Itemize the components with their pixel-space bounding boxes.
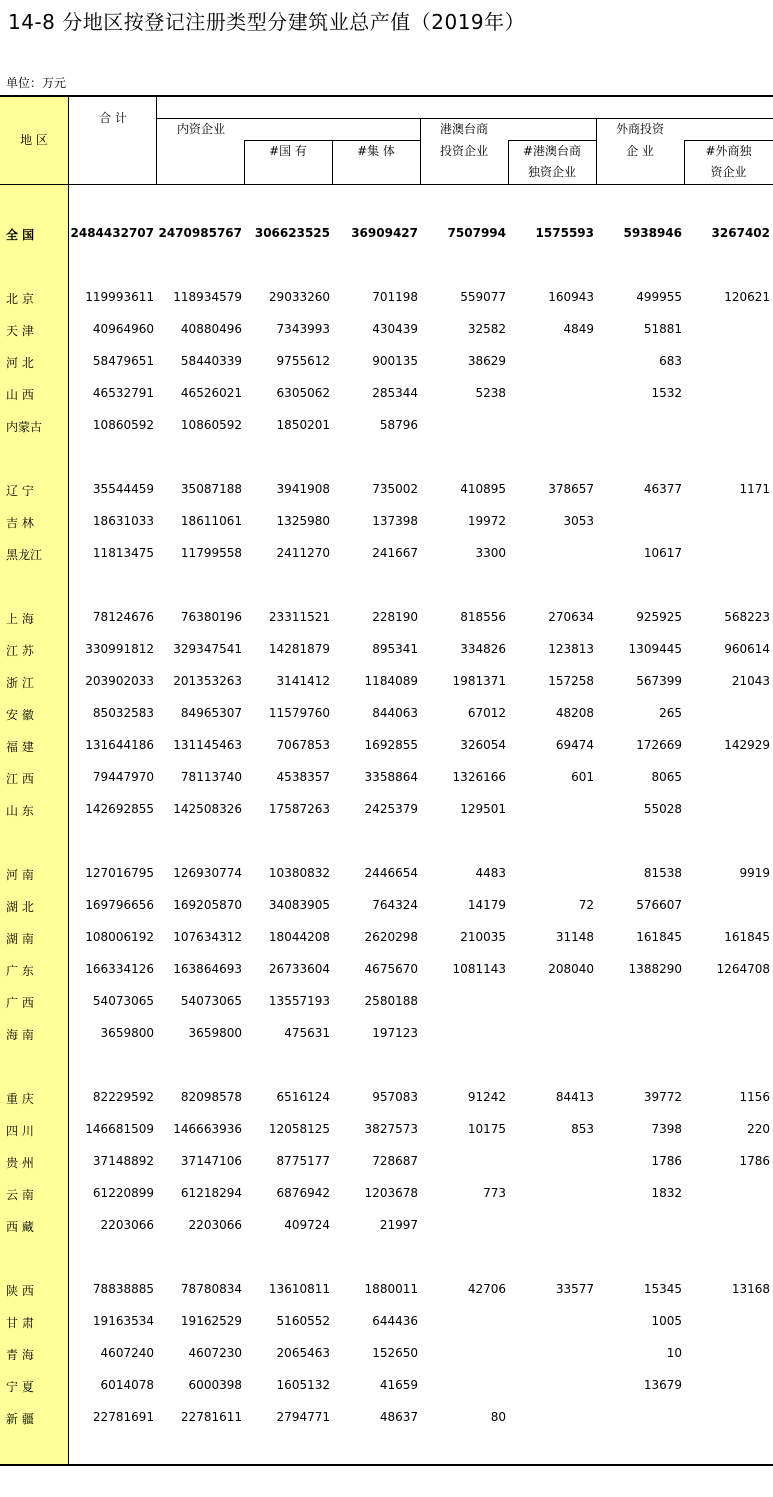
table-row — [0, 638, 773, 662]
header-total: 合 计 — [99, 111, 127, 125]
table-row — [0, 1214, 773, 1238]
cell-domestic: 22781611 — [180, 1410, 242, 1424]
cell-hmt-sole: 3053 — [563, 514, 594, 528]
cell-collective: 21997 — [379, 1218, 418, 1232]
cell-total: 40964960 — [92, 322, 154, 336]
cell-hmt-sole: 378657 — [548, 482, 594, 496]
cell-total: 79447970 — [92, 770, 154, 784]
page-title: 14-8 分地区按登记注册类型分建筑业总产值（2019年） — [8, 10, 526, 34]
cell-total: 2484432707 — [70, 226, 154, 240]
region-name: 河 南 — [6, 868, 34, 882]
cell-total: 131644186 — [85, 738, 154, 752]
region-name: 安 徽 — [6, 708, 34, 722]
cell-hmt-sole: 157258 — [548, 674, 594, 688]
cell-total: 22781691 — [92, 1410, 154, 1424]
region-name: 全 国 — [6, 228, 35, 242]
table-row — [0, 1118, 773, 1142]
cell-hmt: 42706 — [467, 1282, 506, 1296]
cell-foreign-sole: 161845 — [724, 930, 770, 944]
cell-total: 54073065 — [92, 994, 154, 1008]
region-name: 四 川 — [6, 1124, 34, 1138]
cell-foreign: 161845 — [636, 930, 682, 944]
cell-foreign: 265 — [659, 706, 682, 720]
table-row — [0, 1086, 773, 1110]
cell-state: 29033260 — [268, 290, 330, 304]
cell-state: 6516124 — [276, 1090, 330, 1104]
cell-total: 119993611 — [85, 290, 154, 304]
cell-foreign-sole: 21043 — [731, 674, 770, 688]
cell-collective: 844063 — [372, 706, 418, 720]
cell-foreign: 172669 — [636, 738, 682, 752]
header-collective: #集 体 — [357, 144, 395, 158]
cell-hmt: 129501 — [460, 802, 506, 816]
cell-state: 5160552 — [276, 1314, 330, 1328]
cell-foreign-sole: 1171 — [739, 482, 770, 496]
cell-domestic: 82098578 — [180, 1090, 242, 1104]
cell-domestic: 118934579 — [173, 290, 242, 304]
cell-hmt-sole: 1575593 — [535, 226, 594, 240]
table-row — [0, 1182, 773, 1206]
cell-collective: 152650 — [372, 1346, 418, 1360]
table-row — [0, 318, 773, 342]
cell-foreign: 1786 — [651, 1154, 682, 1168]
cell-domestic: 18611061 — [180, 514, 242, 528]
cell-state: 1605132 — [276, 1378, 330, 1392]
cell-foreign-sole: 9919 — [739, 866, 770, 880]
cell-foreign-sole: 1786 — [739, 1154, 770, 1168]
cell-foreign-sole: 142929 — [724, 738, 770, 752]
cell-foreign-sole: 1156 — [739, 1090, 770, 1104]
cell-domestic: 78113740 — [180, 770, 242, 784]
table-row — [0, 1310, 773, 1334]
cell-state: 23311521 — [268, 610, 330, 624]
cell-hmt: 38629 — [467, 354, 506, 368]
cell-total: 46532791 — [92, 386, 154, 400]
cell-total: 127016795 — [85, 866, 154, 880]
table-row — [0, 926, 773, 950]
region-name: 湖 北 — [6, 900, 34, 914]
cell-state: 14281879 — [268, 642, 330, 656]
cell-total: 35544459 — [92, 482, 154, 496]
cell-total: 61220899 — [92, 1186, 154, 1200]
cell-domestic: 10860592 — [180, 418, 242, 432]
cell-total: 78124676 — [92, 610, 154, 624]
table-row — [0, 798, 773, 822]
cell-state: 475631 — [284, 1026, 330, 1040]
cell-foreign: 8065 — [651, 770, 682, 784]
header-region: 地 区 — [20, 133, 48, 147]
table-row — [0, 1342, 773, 1366]
cell-hmt: 1081143 — [452, 962, 506, 976]
table-row — [0, 862, 773, 886]
cell-foreign: 683 — [659, 354, 682, 368]
cell-state: 10380832 — [268, 866, 330, 880]
cell-state: 2065463 — [276, 1346, 330, 1360]
cell-domestic: 84965307 — [180, 706, 242, 720]
cell-hmt: 773 — [483, 1186, 506, 1200]
cell-foreign: 576607 — [636, 898, 682, 912]
cell-domestic: 3659800 — [188, 1026, 242, 1040]
table-row — [0, 734, 773, 758]
table-row — [0, 478, 773, 502]
cell-foreign: 5938946 — [623, 226, 682, 240]
cell-total: 58479651 — [92, 354, 154, 368]
table-row — [0, 510, 773, 534]
table-row — [0, 1150, 773, 1174]
region-name: 黑龙江 — [6, 548, 43, 562]
cell-total: 10860592 — [92, 418, 154, 432]
cell-foreign: 499955 — [636, 290, 682, 304]
cell-foreign: 15345 — [643, 1282, 682, 1296]
cell-collective: 957083 — [372, 1090, 418, 1104]
region-name: 云 南 — [6, 1188, 34, 1202]
cell-state: 7067853 — [276, 738, 330, 752]
cell-collective: 137398 — [372, 514, 418, 528]
cell-hmt: 559077 — [460, 290, 506, 304]
cell-state: 409724 — [284, 1218, 330, 1232]
cell-total: 85032583 — [92, 706, 154, 720]
region-name: 河 北 — [6, 356, 34, 370]
cell-foreign: 10 — [666, 1346, 682, 1360]
region-name: 重 庆 — [6, 1092, 34, 1106]
cell-collective: 2580188 — [364, 994, 418, 1008]
cell-state: 34083905 — [268, 898, 330, 912]
region-name: 陕 西 — [6, 1284, 34, 1298]
region-name: 新 疆 — [6, 1412, 34, 1426]
cell-foreign: 81538 — [643, 866, 682, 880]
cell-collective: 2620298 — [364, 930, 418, 944]
region-name: 吉 林 — [6, 516, 34, 530]
cell-collective: 3358864 — [364, 770, 418, 784]
cell-hmt: 1981371 — [452, 674, 506, 688]
cell-foreign: 1388290 — [628, 962, 682, 976]
cell-state: 1850201 — [276, 418, 330, 432]
cell-state: 3941908 — [276, 482, 330, 496]
header-foreign-line1: 外商投资 — [615, 122, 664, 136]
cell-total: 2203066 — [100, 1218, 154, 1232]
cell-state: 13610811 — [268, 1282, 330, 1296]
table-row — [0, 414, 773, 438]
cell-collective: 764324 — [372, 898, 418, 912]
cell-foreign: 39772 — [643, 1090, 682, 1104]
unit-label: 单位：万元 — [6, 76, 67, 90]
cell-state: 9755612 — [276, 354, 330, 368]
cell-state: 8775177 — [276, 1154, 330, 1168]
cell-domestic: 146663936 — [173, 1122, 242, 1136]
cell-hmt: 1326166 — [452, 770, 506, 784]
cell-foreign-sole: 1264708 — [716, 962, 770, 976]
cell-state: 17587263 — [268, 802, 330, 816]
cell-foreign-sole: 568223 — [724, 610, 770, 624]
cell-hmt: 32582 — [467, 322, 506, 336]
cell-collective: 430439 — [372, 322, 418, 336]
table-row — [0, 990, 773, 1014]
cell-domestic: 19162529 — [180, 1314, 242, 1328]
cell-hmt: 210035 — [460, 930, 506, 944]
region-name: 湖 南 — [6, 932, 34, 946]
table-row — [0, 382, 773, 406]
cell-domestic: 2203066 — [188, 1218, 242, 1232]
header-hmt-line1: 港澳台商 — [439, 122, 488, 136]
cell-hmt-sole: 853 — [571, 1122, 594, 1136]
cell-foreign: 46377 — [643, 482, 682, 496]
cell-hmt: 19972 — [467, 514, 506, 528]
cell-hmt-sole: 31148 — [555, 930, 594, 944]
cell-collective: 58796 — [379, 418, 418, 432]
table-row-national — [0, 222, 773, 246]
cell-collective: 41659 — [379, 1378, 418, 1392]
cell-domestic: 46526021 — [180, 386, 242, 400]
region-name: 辽 宁 — [6, 484, 34, 498]
cell-foreign-sole: 13168 — [731, 1282, 770, 1296]
cell-state: 3141412 — [276, 674, 330, 688]
cell-domestic: 54073065 — [180, 994, 242, 1008]
cell-collective: 900135 — [372, 354, 418, 368]
cell-hmt-sole: 160943 — [548, 290, 594, 304]
table-row — [0, 1406, 773, 1430]
cell-collective: 701198 — [372, 290, 418, 304]
cell-collective: 36909427 — [351, 226, 418, 240]
table-row — [0, 1278, 773, 1302]
cell-domestic: 4607230 — [188, 1346, 242, 1360]
table-row — [0, 542, 773, 566]
cell-total: 108006192 — [85, 930, 154, 944]
cell-state: 4538357 — [276, 770, 330, 784]
cell-domestic: 126930774 — [173, 866, 242, 880]
region-name: 北 京 — [6, 292, 34, 306]
cell-collective: 228190 — [372, 610, 418, 624]
cell-foreign: 567399 — [636, 674, 682, 688]
cell-hmt-sole: 601 — [571, 770, 594, 784]
cell-state: 6305062 — [276, 386, 330, 400]
cell-domestic: 169205870 — [173, 898, 242, 912]
region-name: 西 藏 — [6, 1220, 34, 1234]
cell-state: 11579760 — [268, 706, 330, 720]
cell-hmt: 3300 — [475, 546, 506, 560]
header-state-owned: #国 有 — [269, 144, 307, 158]
cell-domestic: 163864693 — [173, 962, 242, 976]
cell-collective: 644436 — [372, 1314, 418, 1328]
cell-foreign: 925925 — [636, 610, 682, 624]
cell-collective: 735002 — [372, 482, 418, 496]
region-name: 贵 州 — [6, 1156, 34, 1170]
cell-hmt-sole: 69474 — [555, 738, 594, 752]
table-row — [0, 958, 773, 982]
cell-foreign: 7398 — [651, 1122, 682, 1136]
cell-collective: 895341 — [372, 642, 418, 656]
table-row — [0, 702, 773, 726]
cell-foreign: 10617 — [643, 546, 682, 560]
cell-collective: 4675670 — [364, 962, 418, 976]
cell-domestic: 142508326 — [173, 802, 242, 816]
cell-collective: 728687 — [372, 1154, 418, 1168]
region-name: 青 海 — [6, 1348, 34, 1362]
cell-collective: 3827573 — [364, 1122, 418, 1136]
cell-hmt: 326054 — [460, 738, 506, 752]
cell-hmt: 7507994 — [447, 226, 506, 240]
cell-collective: 241667 — [372, 546, 418, 560]
header-domestic: 内资企业 — [176, 122, 225, 136]
cell-hmt-sole: 208040 — [548, 962, 594, 976]
region-name: 江 苏 — [6, 644, 34, 658]
region-name: 甘 肃 — [6, 1316, 34, 1330]
cell-state: 7343993 — [276, 322, 330, 336]
cell-state: 306623525 — [254, 226, 330, 240]
cell-domestic: 11799558 — [180, 546, 242, 560]
cell-collective: 1203678 — [364, 1186, 418, 1200]
cell-hmt-sole: 4849 — [563, 322, 594, 336]
cell-total: 37148892 — [92, 1154, 154, 1168]
table-row — [0, 606, 773, 630]
cell-foreign: 1832 — [651, 1186, 682, 1200]
cell-foreign: 1532 — [651, 386, 682, 400]
cell-domestic: 107634312 — [173, 930, 242, 944]
cell-collective: 2425379 — [364, 802, 418, 816]
table-row — [0, 350, 773, 374]
header-foreign-line2: 企 业 — [626, 144, 654, 158]
region-name: 上 海 — [6, 612, 34, 626]
cell-domestic: 2470985767 — [158, 226, 242, 240]
cell-total: 4607240 — [100, 1346, 154, 1360]
table-row — [0, 286, 773, 310]
table-bottom-border — [0, 1464, 773, 1466]
cell-foreign-sole: 220 — [747, 1122, 770, 1136]
cell-hmt: 334826 — [460, 642, 506, 656]
cell-state: 2411270 — [276, 546, 330, 560]
cell-total: 19163534 — [92, 1314, 154, 1328]
region-name: 海 南 — [6, 1028, 34, 1042]
cell-hmt: 91242 — [467, 1090, 506, 1104]
cell-hmt: 80 — [490, 1410, 506, 1424]
cell-hmt-sole: 270634 — [548, 610, 594, 624]
cell-total: 169796656 — [85, 898, 154, 912]
cell-total: 330991812 — [85, 642, 154, 656]
cell-hmt-sole: 123813 — [548, 642, 594, 656]
region-name: 福 建 — [6, 740, 34, 754]
cell-state: 1325980 — [276, 514, 330, 528]
header-hmt-sole-line2: 独资企业 — [527, 165, 576, 179]
cell-collective: 197123 — [372, 1026, 418, 1040]
cell-domestic: 61218294 — [180, 1186, 242, 1200]
cell-collective: 285344 — [372, 386, 418, 400]
cell-state: 6876942 — [276, 1186, 330, 1200]
cell-total: 11813475 — [92, 546, 154, 560]
header-hmt-line2: 投资企业 — [439, 144, 488, 158]
cell-hmt-sole: 33577 — [555, 1282, 594, 1296]
cell-foreign: 13679 — [643, 1378, 682, 1392]
cell-hmt: 4483 — [475, 866, 506, 880]
cell-domestic: 131145463 — [173, 738, 242, 752]
header-foreign-sole-line1: #外商独 — [705, 144, 752, 158]
cell-collective: 1692855 — [364, 738, 418, 752]
region-name: 山 东 — [6, 804, 34, 818]
cell-domestic: 78780834 — [180, 1282, 242, 1296]
header-hmt-sole-line1: #港澳台商 — [522, 144, 582, 158]
cell-domestic: 6000398 — [188, 1378, 242, 1392]
cell-domestic: 201353263 — [173, 674, 242, 688]
cell-total: 203902033 — [85, 674, 154, 688]
cell-domestic: 329347541 — [173, 642, 242, 656]
cell-hmt: 10175 — [467, 1122, 506, 1136]
cell-total: 142692855 — [85, 802, 154, 816]
cell-total: 78838885 — [92, 1282, 154, 1296]
cell-collective: 2446654 — [364, 866, 418, 880]
cell-state: 12058125 — [268, 1122, 330, 1136]
region-name: 江 西 — [6, 772, 34, 786]
cell-hmt: 14179 — [467, 898, 506, 912]
cell-total: 166334126 — [85, 962, 154, 976]
cell-foreign-sole: 960614 — [724, 642, 770, 656]
table-row — [0, 670, 773, 694]
cell-state: 2794771 — [276, 1410, 330, 1424]
cell-domestic: 37147106 — [180, 1154, 242, 1168]
cell-hmt: 67012 — [467, 706, 506, 720]
region-name: 广 西 — [6, 996, 34, 1010]
table-row — [0, 1022, 773, 1046]
cell-collective: 48637 — [379, 1410, 418, 1424]
cell-state: 13557193 — [268, 994, 330, 1008]
cell-collective: 1184089 — [364, 674, 418, 688]
region-name: 山 西 — [6, 388, 34, 402]
cell-domestic: 40880496 — [180, 322, 242, 336]
cell-hmt: 410895 — [460, 482, 506, 496]
table-row — [0, 1374, 773, 1398]
cell-domestic: 58440339 — [180, 354, 242, 368]
table-row — [0, 894, 773, 918]
region-name: 天 津 — [6, 324, 34, 338]
cell-collective: 1880011 — [364, 1282, 418, 1296]
region-name: 广 东 — [6, 964, 34, 978]
cell-total: 6014078 — [100, 1378, 154, 1392]
cell-state: 18044208 — [268, 930, 330, 944]
region-name: 浙 江 — [6, 676, 34, 690]
table-row — [0, 766, 773, 790]
cell-hmt-sole: 48208 — [555, 706, 594, 720]
cell-state: 26733604 — [268, 962, 330, 976]
cell-hmt-sole: 72 — [578, 898, 594, 912]
cell-total: 18631033 — [92, 514, 154, 528]
cell-foreign: 1005 — [651, 1314, 682, 1328]
cell-total: 146681509 — [85, 1122, 154, 1136]
cell-foreign: 51881 — [643, 322, 682, 336]
cell-hmt: 5238 — [475, 386, 506, 400]
cell-hmt-sole: 84413 — [555, 1090, 594, 1104]
header-foreign-sole-line2: 资企业 — [710, 165, 747, 179]
cell-foreign-sole: 120621 — [724, 290, 770, 304]
cell-total: 3659800 — [100, 1026, 154, 1040]
region-name: 宁 夏 — [6, 1380, 34, 1394]
cell-domestic: 35087188 — [180, 482, 242, 496]
cell-hmt: 818556 — [460, 610, 506, 624]
cell-foreign-sole: 3267402 — [711, 226, 770, 240]
cell-total: 82229592 — [92, 1090, 154, 1104]
cell-foreign: 1309445 — [628, 642, 682, 656]
cell-foreign: 55028 — [643, 802, 682, 816]
cell-domestic: 76380196 — [180, 610, 242, 624]
region-name: 内蒙古 — [6, 420, 43, 434]
